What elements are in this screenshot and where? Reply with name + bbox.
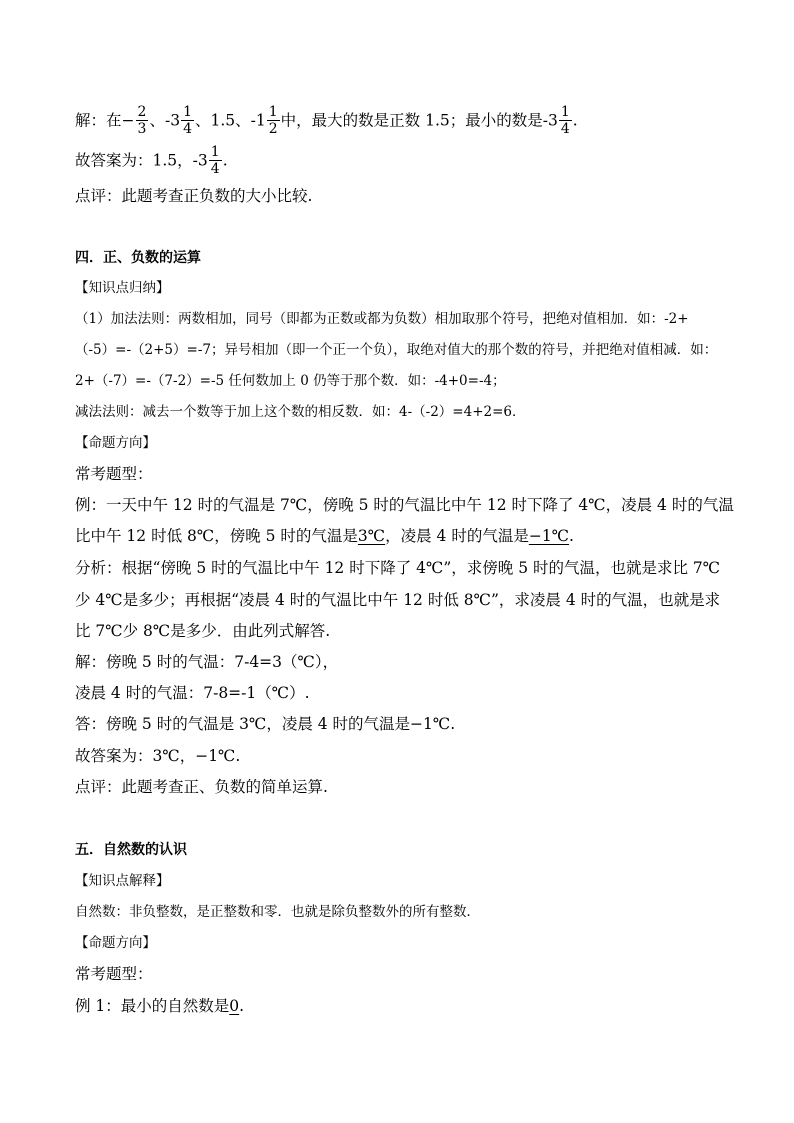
fraction bbox=[209, 144, 222, 177]
text: 故答案为：1.5， bbox=[75, 151, 193, 170]
analysis-line: 比 7℃少 8℃是多少．由此列式解答. bbox=[75, 622, 331, 640]
fraction bbox=[181, 104, 194, 137]
fraction bbox=[267, 104, 280, 137]
mixed-whole: -3 bbox=[542, 111, 558, 130]
direction-label: 【命题方向】 bbox=[75, 935, 156, 951]
mixed-whole: -1 bbox=[250, 111, 266, 130]
answer-blank: 3℃ bbox=[357, 527, 386, 545]
fraction bbox=[136, 104, 149, 137]
paragraph-line: 自然数：非负整数，是正整数和零．也就是除负整数外的所有整数． bbox=[75, 904, 480, 920]
fraction-denominator: 3 bbox=[137, 121, 147, 137]
mixed-whole: -3 bbox=[164, 111, 181, 130]
text: 中，最大的数是正数 1.5；最小的数是 bbox=[280, 111, 543, 130]
fraction-numerator: 1 bbox=[560, 104, 570, 120]
fraction-numerator: 1 bbox=[268, 104, 278, 120]
answer-line: 故答案为：3℃，−1℃. bbox=[75, 747, 241, 765]
answer-line: 答：傍晚 5 时的气温是 3℃，凌晨 4 时的气温是−1℃. bbox=[75, 715, 456, 733]
text: . bbox=[569, 527, 574, 545]
question-type-label: 常考题型： bbox=[75, 465, 153, 483]
fraction-numerator: 1 bbox=[210, 144, 220, 160]
paragraph-line: 2+（-7）=-（7-2）=-5 任何数加上 0 仍等于那个数．如：-4+0=-4； bbox=[75, 373, 506, 389]
fraction-denominator: 4 bbox=[210, 161, 220, 177]
fraction-numerator: 2 bbox=[137, 104, 147, 120]
example-line bbox=[75, 526, 574, 546]
text: . bbox=[572, 111, 578, 130]
example-line bbox=[75, 996, 244, 1016]
solution-line: 凌晨 4 时的气温：7-8=-1（℃）. bbox=[75, 684, 310, 702]
paragraph-line: （-5）=-（2+5）=-7；异号相加（即一个正一个负），取绝对值大的那个数的符号，并把绝对值相减．如： bbox=[75, 342, 718, 358]
text: . bbox=[222, 151, 228, 170]
knowledge-label: 【知识点归纳】 bbox=[75, 280, 170, 296]
solution-line bbox=[75, 104, 578, 137]
comment-line: 点评：此题考查正、负数的简单运算. bbox=[75, 778, 328, 796]
fraction-numerator: 1 bbox=[183, 104, 192, 120]
section-heading: 四．正、负数的运算 bbox=[75, 250, 201, 266]
knowledge-label: 【知识点解释】 bbox=[75, 873, 170, 889]
minus-sign: − bbox=[121, 111, 135, 130]
text: 比中午 12 时低 8℃，傍晚 5 时的气温是 bbox=[75, 527, 358, 545]
answer-blank: −1℃ bbox=[528, 527, 570, 545]
fraction-denominator: 2 bbox=[268, 121, 278, 137]
text: . bbox=[239, 997, 245, 1015]
text: ，凌晨 4 时的气温是 bbox=[385, 527, 529, 545]
example-line: 例：一天中午 12 时的气温是 7℃，傍晚 5 时的气温比中午 12 时下降了 4℃，凌晨 4 时的气温 bbox=[75, 496, 734, 514]
question-type-label: 常考题型： bbox=[75, 965, 153, 983]
fraction bbox=[559, 104, 572, 137]
analysis-line: 少 4℃是多少；再根据“凌晨 4 时的气温比中午 12 时低 8℃”，求凌晨 4 时的气温，也就是求 bbox=[75, 591, 721, 609]
direction-label: 【命题方向】 bbox=[75, 435, 156, 451]
text: 、 bbox=[149, 111, 165, 130]
paragraph-line: （1）加法法则：两数相加，同号（即都为正数或都为负数）相加取那个符号，把绝对值相加．如：-2+ bbox=[75, 311, 689, 327]
paragraph-line: 减法法则：减去一个数等于加上这个数的相反数．如：4-（-2）=4+2=6． bbox=[75, 404, 526, 420]
text: 例 1：最小的自然数是 bbox=[75, 997, 230, 1015]
text: 解：在 bbox=[75, 111, 122, 130]
section-heading: 五．自然数的认识 bbox=[75, 842, 187, 858]
answer-line bbox=[75, 144, 228, 177]
mixed-whole: -3 bbox=[192, 151, 208, 170]
answer-blank: 0 bbox=[229, 997, 240, 1015]
solution-line: 解：傍晚 5 时的气温：7-4=3（℃）， bbox=[75, 653, 339, 671]
analysis-line: 分析：根据“傍晚 5 时的气温比中午 12 时下降了 4℃”，求傍晚 5 时的气温，也就是求比 7℃ bbox=[75, 559, 721, 577]
comment-line: 点评：此题考查正负数的大小比较. bbox=[75, 187, 313, 205]
fraction-denominator: 4 bbox=[183, 121, 192, 137]
fraction-denominator: 4 bbox=[560, 121, 570, 137]
text: 、1.5、 bbox=[194, 111, 251, 130]
